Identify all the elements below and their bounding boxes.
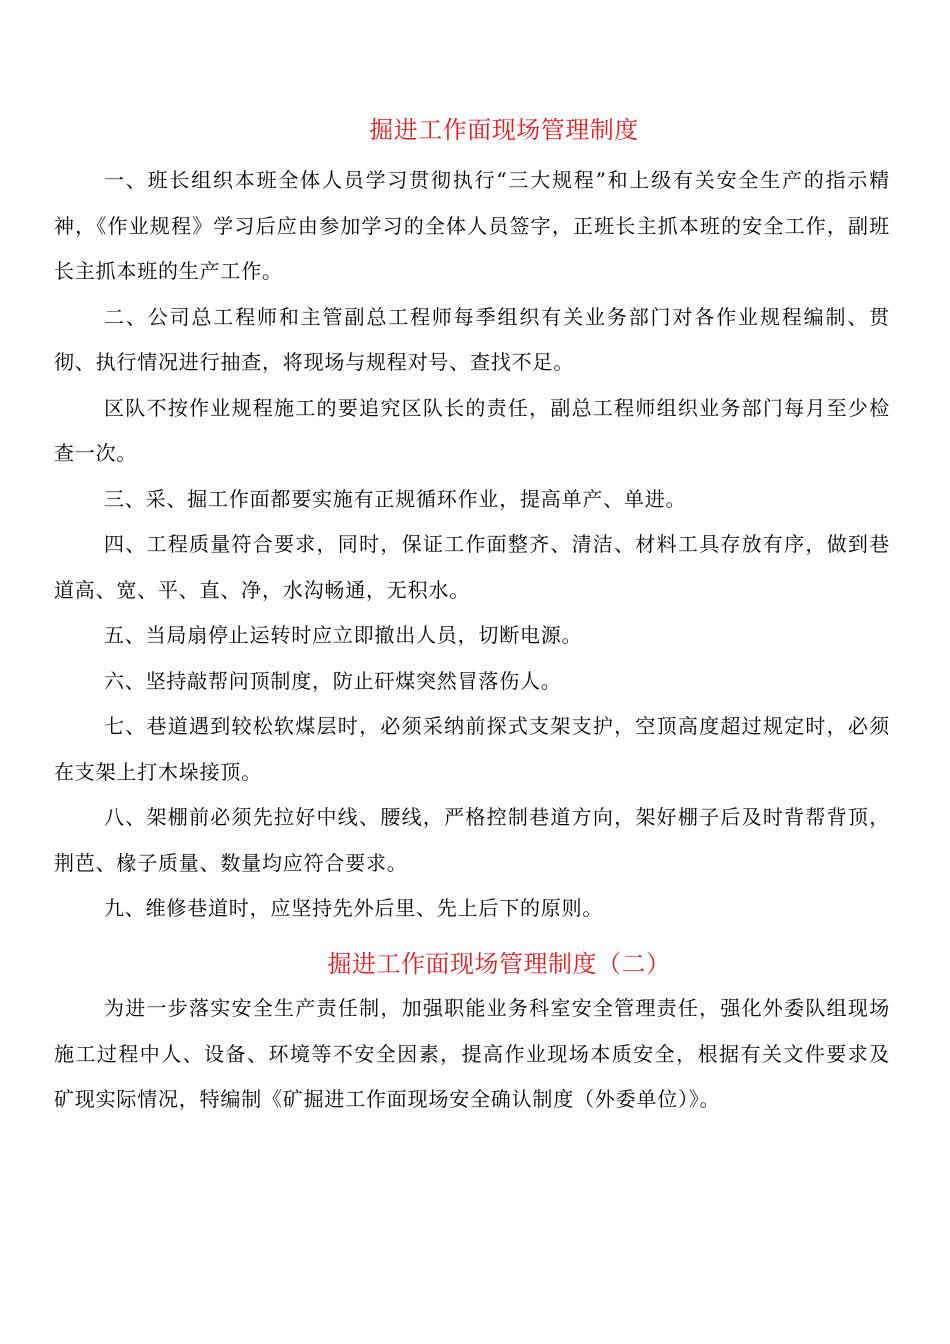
paragraph-1-8: 七、巷道遇到较松软煤层时，必须采纳前探式支架支护，空顶高度超过规定时，必须在支架上打木垛接顶。 [54,714,890,784]
paragraph-1-7: 六、坚持敲帮问顶制度，防止矸煤突然冒落伤人。 [104,668,562,693]
paragraph-1-9: 八、架棚前必须先拉好中线、腰线，严格控制巷道方向，架好棚子后及时背帮背顶，荆芭、椽子质量、数量均应符合要求。 [54,805,890,875]
paragraph-1-10: 九、维修巷道时，应坚持先外后里、先上后下的原则。 [104,896,604,920]
paragraph-1-1: 一、班长组织本班全体人员学习贯彻执行“三大规程”和上级有关安全生产的指示精神，《作业规程》学习后应由参加学习的全体人员签字，正班长主抓本班的安全工作，副班长主抓本班的生产工作。 [54,168,890,283]
paragraph-1-3: 区队不按作业规程施工的要追究区队长的责任，副总工程师组织业务部门每月至少检查一次。 [54,395,890,465]
paragraph-1-4: 三、采、掘工作面都要实施有正规循环作业，提高单产、单进。 [104,486,687,511]
paragraph-1-6: 五、当局扇停止运转时应立即撤出人员，切断电源。 [104,623,583,647]
section-2-title: 掘进工作面现场管理制度（二） [327,950,671,978]
section-2-body [54,986,890,1123]
paragraph-1-2: 二、公司总工程师和主管副总工程师每季组织有关业务部门对各作业规程编制、贯彻、执行情况进行抽查，将现场与规程对号、查找不足。 [54,304,890,374]
section-1-body [54,158,890,932]
paragraph-1-5: 四、工程质量符合要求，同时，保证工作面整齐、清洁、材料工具存放有序，做到巷道高、宽、平、直、净，水沟畅通，无积水。 [54,532,890,602]
paragraph-2-1: 为进一步落实安全生产责任制，加强职能业务科室安全管理责任，强化外委队组现场施工过程中人、设备、环境等不安全因素，提高作业现场本质安全，根据有关文件要求及 矿现实际情况，特编制《矿掘进工作面现场安全确认制度（外委单位）》。 [54,996,890,1111]
section-1-title: 掘进工作面现场管理制度 [369,116,639,144]
